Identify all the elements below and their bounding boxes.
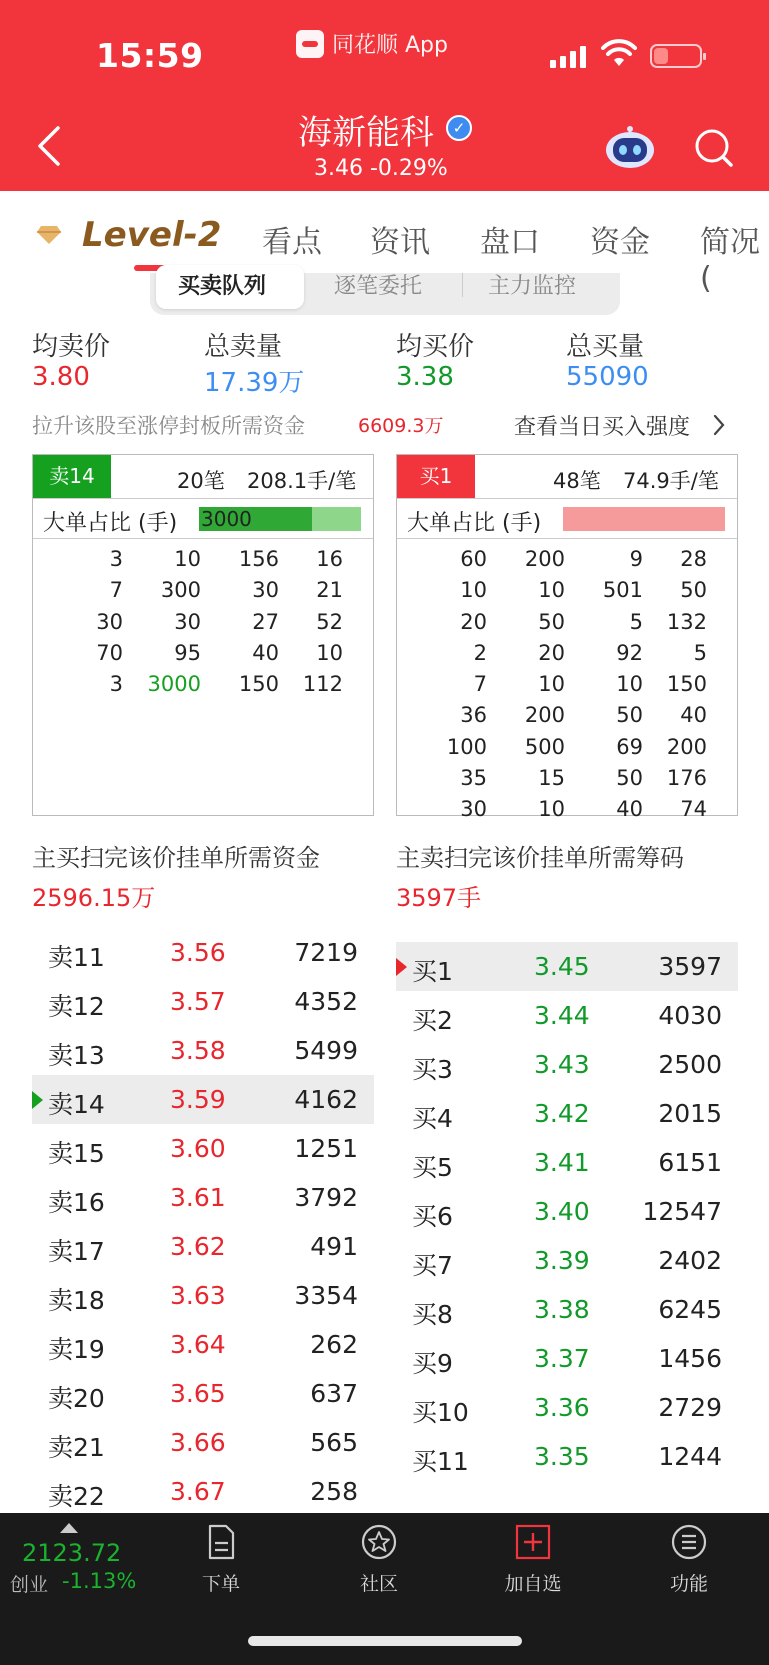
- sell-book-price: 3.57: [170, 987, 226, 1016]
- index-change: -1.13%: [62, 1569, 137, 1593]
- sell-book-row[interactable]: [32, 1075, 374, 1124]
- verified-icon: ✓: [446, 115, 472, 141]
- buy-queue-cell: 60: [460, 547, 487, 571]
- buy-queue-row: [397, 762, 737, 793]
- buy-queue-cell: 10: [616, 672, 643, 697]
- buy-queue-cell: 50: [538, 609, 565, 634]
- buy-queue-cell: 20: [538, 640, 565, 665]
- buy-queue-row: [397, 574, 737, 605]
- buy-queue-cell: 200: [524, 703, 565, 728]
- app-logo-icon: [296, 30, 324, 58]
- buy-queue-panel: [396, 454, 738, 822]
- buy-book-level: 买2: [412, 1006, 453, 1035]
- buy-book-price: 3.41: [534, 1148, 590, 1177]
- tab-level2[interactable]: [36, 215, 221, 255]
- buy-book-level: 买9: [412, 1349, 453, 1378]
- sell-book-level: 卖19: [48, 1335, 105, 1364]
- buy-queue-cell: 10: [538, 797, 565, 822]
- sell-book-row[interactable]: [32, 1369, 374, 1418]
- buy-book-price: 3.39: [534, 1246, 590, 1275]
- menu-icon: [670, 1523, 708, 1561]
- tab-level2-label: Level-2: [82, 215, 222, 255]
- buy-book-level: 买3: [412, 1055, 453, 1084]
- buy-queue-cell: 40: [680, 703, 707, 728]
- buy-book-row[interactable]: [396, 1334, 738, 1383]
- sell-queue-grid: [33, 539, 373, 699]
- sell-book-row[interactable]: [32, 1320, 374, 1369]
- buy-book-volume: 12547: [642, 1197, 722, 1226]
- buy-large-ratio-label: 大单占比 (手): [407, 511, 542, 536]
- sell-book-volume: 1251: [294, 1134, 358, 1163]
- buy-queue-header: [397, 455, 737, 499]
- buy-queue-cell: 10: [460, 578, 487, 603]
- sell-book-volume: 637: [310, 1379, 358, 1408]
- sell-book-price: 3.62: [170, 1232, 226, 1261]
- nav-add-watchlist-label: 加自选: [504, 1573, 562, 1595]
- nav-functions-label: 功能: [669, 1573, 708, 1595]
- buy-queue-cell: 10: [538, 672, 565, 697]
- buy-book-volume: 6245: [658, 1295, 722, 1324]
- sell-book-row[interactable]: [32, 1467, 374, 1516]
- buy-queue-cell: 500: [524, 734, 565, 759]
- buy-book-volume: 2729: [658, 1393, 722, 1422]
- sell-book-volume: 7219: [294, 938, 358, 967]
- sell-book-price: 3.63: [170, 1281, 226, 1310]
- buy-queue-cell: 9: [629, 547, 643, 571]
- buy-queue-cell: 74: [680, 797, 707, 822]
- wifi-icon: [602, 40, 636, 68]
- buy-book-price: 3.43: [534, 1050, 590, 1079]
- sell-book-level: 卖18: [48, 1286, 105, 1315]
- buy-queue-grid: [397, 539, 737, 825]
- home-indicator[interactable]: [248, 1636, 522, 1646]
- sell-book-level: 卖22: [48, 1482, 105, 1511]
- back-icon[interactable]: [34, 124, 64, 168]
- sell-queue-cell: 3: [109, 672, 123, 697]
- sell-book-level: 卖16: [48, 1188, 105, 1217]
- buy-queue-cell: 30: [460, 797, 487, 822]
- sell-book-volume: 565: [310, 1428, 358, 1457]
- header: [0, 0, 769, 191]
- sell-book-row[interactable]: [32, 1173, 374, 1222]
- sell-queue-row: [33, 668, 373, 699]
- sell-book-price: 3.64: [170, 1330, 226, 1359]
- buy-large-ratio-row: [397, 499, 737, 539]
- cellular-signal-icon: [550, 44, 586, 68]
- tab-order-book[interactable]: 盘口: [480, 225, 540, 260]
- buy-queue-cell: 2: [473, 640, 487, 665]
- sell-book-price: 3.60: [170, 1134, 226, 1163]
- stat-total-buy-label: 总买量: [566, 332, 645, 362]
- buy-book-level: 买10: [412, 1398, 469, 1427]
- buy-sweep-value: 2596.15万: [32, 884, 156, 912]
- sell-queue-row: [33, 606, 373, 637]
- sell-book-row[interactable]: [32, 1418, 374, 1467]
- sell-queue-avg: 208.1手/笔: [247, 469, 357, 493]
- buy-book-level: 买8: [412, 1300, 453, 1329]
- sell-queue-cell: 300: [160, 578, 201, 603]
- segment-tick-orders[interactable]: 逐笔委托: [334, 274, 423, 299]
- sell-book-price: 3.56: [170, 938, 226, 967]
- sell-book-price: 3.65: [170, 1379, 226, 1408]
- sell-book-price: 3.58: [170, 1036, 226, 1065]
- sell-book-row[interactable]: [32, 928, 374, 977]
- sell-queue-row: [33, 543, 373, 574]
- buy-book-price: 3.35: [534, 1442, 590, 1471]
- buy-queue-row: [397, 543, 737, 574]
- limit-capital-label: 拉升该股至涨停封板所需资金: [32, 414, 305, 438]
- sell-ratio-bar: [199, 507, 361, 531]
- buy-queue-tag[interactable]: 买1: [397, 455, 475, 498]
- buy-book-volume: 1244: [658, 1442, 722, 1471]
- sell-book-volume: 3354: [294, 1281, 358, 1310]
- sell-queue-cell: 30: [174, 609, 201, 634]
- sell-queue-tag[interactable]: 卖14: [33, 455, 111, 498]
- tab-news[interactable]: 资讯: [370, 225, 430, 260]
- sell-book-row[interactable]: [32, 1271, 374, 1320]
- buy-book-level: 买1: [412, 957, 453, 986]
- buy-queue-row: [397, 731, 737, 762]
- battery-icon: [650, 44, 702, 68]
- buy-queue-cell: 5: [693, 640, 707, 665]
- buy-book-volume: 3597: [658, 952, 722, 981]
- buy-queue-cell: 200: [524, 547, 565, 571]
- segment-order-queue[interactable]: 买卖队列: [178, 274, 267, 299]
- buy-queue-cell: 50: [680, 578, 707, 603]
- buy-queue-cell: 50: [616, 703, 643, 728]
- sell-book-price: 3.61: [170, 1183, 226, 1212]
- segment-divider: [462, 273, 463, 297]
- sell-queue-cell: 21: [316, 578, 343, 603]
- buy-queue-count: 48笔: [553, 469, 601, 493]
- sell-book-row[interactable]: [32, 1222, 374, 1271]
- sell-queue-cell: 10: [174, 547, 201, 571]
- sell-queue-cell: 112: [302, 672, 343, 697]
- segmented-control: [150, 273, 620, 315]
- buy-book-level: 买7: [412, 1251, 453, 1280]
- chevron-right-icon[interactable]: [712, 414, 726, 436]
- stat-avg-buy-label: 均买价: [396, 332, 475, 362]
- add-icon: [514, 1523, 552, 1561]
- sell-queue-cell: 52: [316, 609, 343, 634]
- buy-book-volume: 1456: [658, 1344, 722, 1373]
- sell-ratio-value: 3000: [201, 507, 252, 531]
- buy-book-volume: 2500: [658, 1050, 722, 1079]
- buy-book-level: 买5: [412, 1153, 453, 1182]
- sell-book-price: 3.67: [170, 1477, 226, 1506]
- limit-capital-value: 6609.3万: [358, 415, 444, 437]
- buy-book-price: 3.44: [534, 1001, 590, 1030]
- sell-book-level: 卖17: [48, 1237, 105, 1266]
- buy-queue-row: [397, 606, 737, 637]
- stat-avg-buy-value: 3.38: [396, 362, 454, 392]
- buy-book-row[interactable]: [396, 1089, 738, 1138]
- index-value[interactable]: 2123.72: [22, 1539, 122, 1567]
- sell-book-volume: 262: [310, 1330, 358, 1359]
- sell-book-level: 卖21: [48, 1433, 105, 1462]
- buy-queue-cell: 36: [460, 703, 487, 728]
- buy-strength-link[interactable]: 查看当日买入强度: [514, 415, 691, 440]
- robot-assistant-icon[interactable]: [604, 124, 656, 172]
- sell-book-level: 卖14: [48, 1090, 105, 1119]
- buy-ratio-bar: [563, 507, 725, 531]
- stat-total-sell-label: 总卖量: [204, 332, 283, 362]
- stat-avg-sell-value: 3.80: [32, 362, 90, 392]
- stat-total-buy-value: 55090: [566, 362, 649, 392]
- segment-main-monitor[interactable]: 主力监控: [488, 274, 577, 299]
- buy-queue-row: [397, 668, 737, 699]
- status-app-label[interactable]: [296, 28, 448, 59]
- sell-large-ratio-row: [33, 499, 373, 539]
- tab-highlights[interactable]: 看点: [262, 225, 322, 260]
- sell-queue-cell: 70: [96, 640, 123, 665]
- buy-queue-cell: 5: [629, 609, 643, 634]
- buy-book-row[interactable]: [396, 1432, 738, 1481]
- buy-book-row[interactable]: [396, 1040, 738, 1089]
- buy-queue-cell: 69: [616, 734, 643, 759]
- index-name: 创业: [10, 1574, 49, 1596]
- community-star-icon: [360, 1523, 398, 1561]
- nav-community[interactable]: [334, 1523, 424, 1596]
- buy-book-price: 3.45: [534, 952, 590, 981]
- buy-queue-cell: 7: [473, 672, 487, 697]
- buy-queue-cell: 501: [602, 578, 643, 603]
- sell-queue-header: [33, 455, 373, 499]
- buy-book-level: 买4: [412, 1104, 453, 1133]
- buy-book-row[interactable]: [396, 1383, 738, 1432]
- buy-queue-row: [397, 637, 737, 668]
- nav-functions[interactable]: [644, 1523, 734, 1596]
- sell-book-price: 3.59: [170, 1085, 226, 1114]
- nav-place-order[interactable]: [176, 1523, 266, 1596]
- buy-queue-cell: 92: [616, 640, 643, 665]
- buy-order-book: [396, 942, 738, 1496]
- sell-book-volume: 5499: [294, 1036, 358, 1065]
- sell-book-level: 卖12: [48, 992, 105, 1021]
- stat-total-sell-value: 17.39万: [204, 368, 305, 398]
- current-level-marker-icon: [396, 958, 407, 976]
- sell-sweep-value: 3597手: [396, 884, 482, 912]
- buy-queue-cell: 132: [666, 609, 707, 634]
- buy-queue-cell: 150: [666, 672, 707, 697]
- sell-book-level: 卖13: [48, 1041, 105, 1070]
- sell-queue-cell: 95: [174, 640, 201, 665]
- buy-book-row[interactable]: [396, 991, 738, 1040]
- buy-book-level: 买11: [412, 1447, 469, 1476]
- sell-queue-cell: 7: [109, 578, 123, 603]
- buy-queue-cell: 176: [666, 766, 707, 791]
- buy-book-volume: 4030: [658, 1001, 722, 1030]
- nav-add-watchlist[interactable]: [488, 1523, 578, 1596]
- buy-book-row[interactable]: [396, 1285, 738, 1334]
- status-app-name: 同花顺 App: [332, 33, 448, 58]
- stat-avg-sell-label: 均卖价: [32, 332, 111, 362]
- buy-queue-avg: 74.9手/笔: [623, 469, 719, 493]
- sell-order-book: [32, 928, 374, 1511]
- buy-book-price: 3.38: [534, 1295, 590, 1324]
- buy-book-row[interactable]: [396, 1187, 738, 1236]
- buy-book-volume: 2402: [658, 1246, 722, 1275]
- buy-book-row[interactable]: [396, 942, 738, 991]
- buy-book-volume: 6151: [658, 1148, 722, 1177]
- buy-queue-cell: 50: [616, 766, 643, 791]
- sell-queue-cell: 40: [252, 640, 279, 665]
- buy-queue-cell: 200: [666, 734, 707, 759]
- tab-capital[interactable]: 资金: [590, 225, 650, 260]
- current-level-marker-icon: [32, 1091, 43, 1109]
- sell-queue-cell: 3000: [147, 672, 201, 697]
- buy-book-price: 3.42: [534, 1099, 590, 1128]
- buy-queue-cell: 40: [616, 797, 643, 822]
- buy-queue-cell: 100: [446, 734, 487, 759]
- sell-queue-row: [33, 637, 373, 668]
- stock-quote: 3.46 -0.29%: [314, 156, 448, 181]
- stock-name: 海新能科: [298, 113, 434, 153]
- sell-book-row[interactable]: [32, 1124, 374, 1173]
- sell-queue-cell: 156: [238, 547, 279, 571]
- sell-queue-cell: 30: [252, 578, 279, 603]
- buy-book-level: 买6: [412, 1202, 453, 1231]
- buy-queue-cell: 28: [680, 547, 707, 571]
- sell-queue-cell: 27: [252, 609, 279, 634]
- nav-place-order-label: 下单: [201, 1573, 240, 1595]
- document-icon: [202, 1523, 240, 1561]
- sell-book-volume: 3792: [294, 1183, 358, 1212]
- sell-book-level: 卖11: [48, 943, 105, 972]
- buy-queue-cell: 35: [460, 766, 487, 791]
- diamond-icon: [36, 225, 62, 245]
- sell-queue-row: [33, 574, 373, 605]
- sell-book-level: 卖15: [48, 1139, 105, 1168]
- sell-queue-cell: 30: [96, 609, 123, 634]
- expand-up-icon[interactable]: [60, 1523, 78, 1533]
- sell-book-price: 3.66: [170, 1428, 226, 1457]
- buy-queue-cell: 20: [460, 609, 487, 634]
- sell-book-row[interactable]: [32, 1026, 374, 1075]
- sell-queue-panel: [32, 454, 374, 816]
- sell-book-volume: 4352: [294, 987, 358, 1016]
- status-time: 15:59: [96, 36, 204, 75]
- buy-queue-cell: 15: [538, 766, 565, 791]
- buy-queue-cell: 10: [538, 578, 565, 603]
- sell-queue-cell: 16: [316, 547, 343, 571]
- buy-book-price: 3.37: [534, 1344, 590, 1373]
- buy-book-volume: 2015: [658, 1099, 722, 1128]
- buy-queue-row: [397, 699, 737, 730]
- sell-queue-cell: 150: [238, 672, 279, 697]
- buy-book-row[interactable]: [396, 1138, 738, 1187]
- sell-queue-cell: 3: [109, 547, 123, 571]
- sell-book-volume: 4162: [294, 1085, 358, 1114]
- buy-sweep-title: 主买扫完该价挂单所需资金: [32, 844, 320, 872]
- search-icon[interactable]: [694, 128, 734, 168]
- sell-book-row[interactable]: [32, 977, 374, 1026]
- sell-sweep-title: 主卖扫完该价挂单所需筹码: [396, 844, 684, 872]
- sell-book-level: 卖20: [48, 1384, 105, 1413]
- buy-book-row[interactable]: [396, 1236, 738, 1285]
- sell-large-ratio-label: 大单占比 (手): [43, 511, 178, 536]
- buy-book-price: 3.40: [534, 1197, 590, 1226]
- sell-book-volume: 258: [310, 1477, 358, 1506]
- sell-book-volume: 491: [310, 1232, 358, 1261]
- sell-queue-count: 20笔: [177, 469, 225, 493]
- sell-queue-cell: 10: [316, 640, 343, 665]
- buy-queue-row: [397, 793, 737, 824]
- nav-community-label: 社区: [359, 1573, 398, 1595]
- tab-profile[interactable]: 简况(: [700, 225, 760, 296]
- buy-book-price: 3.36: [534, 1393, 590, 1422]
